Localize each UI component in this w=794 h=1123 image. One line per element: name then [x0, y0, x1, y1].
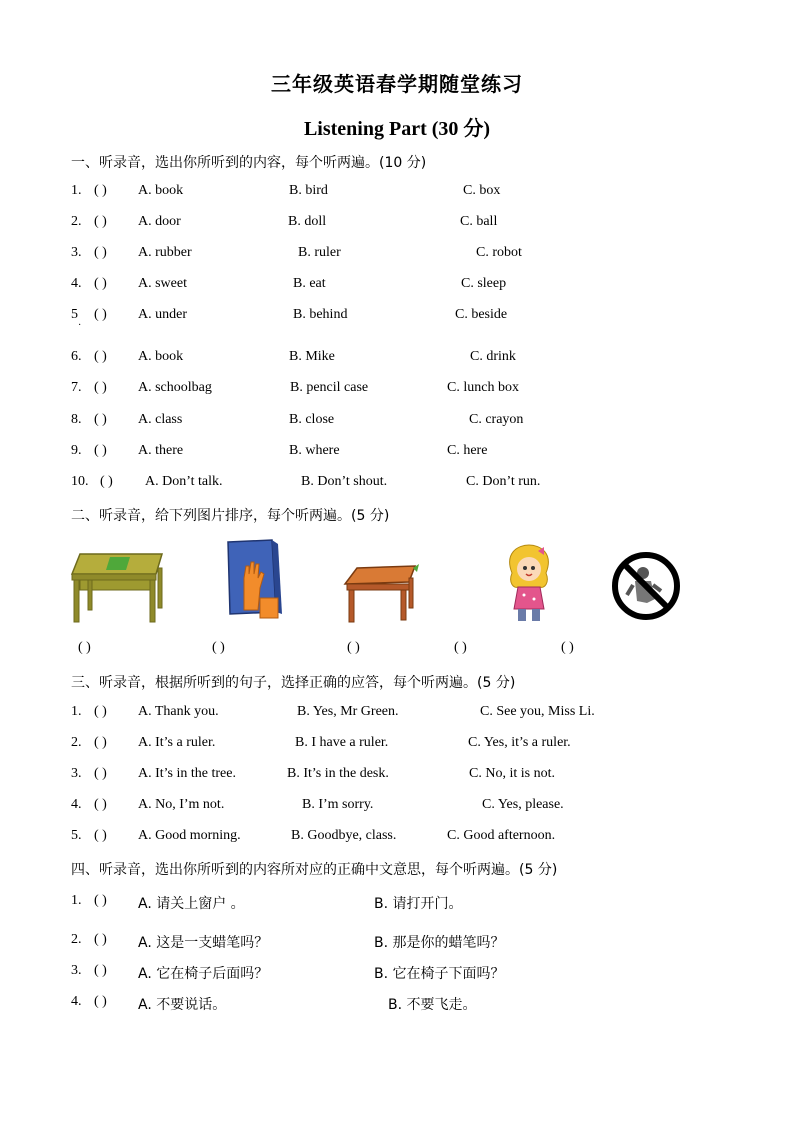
option-a: A. 这是一支蜡笔吗？ — [138, 935, 269, 951]
option-c: C. beside — [455, 307, 508, 322]
option-c: C. crayon — [469, 412, 524, 427]
option-b: B. Mike — [289, 349, 335, 364]
part3-row — [0, 828, 794, 848]
option-c: C. sleep — [461, 276, 507, 291]
option-a: A. It’s a ruler. — [138, 735, 216, 750]
question-number: 1. — [71, 893, 82, 908]
part1-row — [0, 183, 794, 203]
answer-blank[interactable]: ( ) — [94, 307, 107, 322]
option-b: B. eat — [293, 276, 326, 291]
option-c: C. Good afternoon. — [447, 828, 556, 843]
question-number: 9. — [71, 443, 82, 458]
option-c: C. box — [463, 183, 501, 198]
part1-row — [0, 276, 794, 296]
option-a: A. Good morning. — [138, 828, 241, 843]
part3-row — [0, 766, 794, 786]
option-a: A. door — [138, 214, 181, 229]
part1-row — [0, 474, 794, 494]
picture-answer-blank[interactable]: ( ) — [561, 640, 574, 655]
question-number: 3. — [71, 963, 82, 978]
option-b: B. where — [289, 443, 340, 458]
part3-row — [0, 797, 794, 817]
part1-row — [0, 307, 794, 327]
option-a: A. No, I’m not. — [138, 797, 225, 812]
answer-blank[interactable]: ( ) — [100, 474, 113, 489]
option-a: A. Don’t talk. — [145, 474, 223, 489]
option-a: A. class — [138, 412, 183, 427]
part4-row — [0, 994, 794, 1014]
answer-blank[interactable]: ( ) — [94, 766, 107, 781]
section-4-heading: 四、听录音，选出你所听到的内容所对应的正确中文意思，每个听两遍。(5 分) — [71, 862, 558, 878]
question-number: 8. — [71, 412, 82, 427]
question-number: 4. — [71, 797, 82, 812]
question-number: 4. — [71, 276, 82, 291]
section-1-heading: 一、听录音，选出你所听到的内容，每个听两遍。(10 分) — [71, 155, 427, 171]
option-a: A. under — [138, 307, 187, 322]
answer-blank[interactable]: ( ) — [94, 245, 107, 260]
option-a: A. there — [138, 443, 184, 458]
part1-row — [0, 412, 794, 432]
question-number: 2. — [71, 214, 82, 229]
option-c: C. Yes, it’s a ruler. — [468, 735, 571, 750]
question-number: 2. — [71, 932, 82, 947]
option-c: C. No, it is not. — [469, 766, 555, 781]
question-number: 3. — [71, 766, 82, 781]
option-b: B. close — [289, 412, 335, 427]
option-c: C. drink — [470, 349, 516, 364]
question-number: 5 — [71, 307, 78, 322]
option-a: A. book — [138, 183, 184, 198]
option-b: B. I’m sorry. — [302, 797, 374, 812]
answer-blank[interactable]: ( ) — [94, 932, 107, 947]
question-number: 6. — [71, 349, 82, 364]
option-a: A. It’s in the tree. — [138, 766, 236, 781]
answer-blank[interactable]: ( ) — [94, 963, 107, 978]
page-title: 三年级英语春学期随堂练习 — [271, 72, 523, 96]
option-c: C. See you, Miss Li. — [480, 704, 595, 719]
option-b: B. I have a ruler. — [295, 735, 389, 750]
question-number: 2. — [71, 735, 82, 750]
part1-row — [0, 380, 794, 400]
option-b: B. 不要飞走。 — [388, 997, 477, 1013]
answer-blank[interactable]: ( ) — [94, 704, 107, 719]
part1-row — [0, 245, 794, 265]
option-b: B. 它在椅子下面吗？ — [374, 966, 505, 982]
option-a: A. rubber — [138, 245, 192, 260]
option-b: B. Goodbye, class. — [291, 828, 397, 843]
question-number: 7. — [71, 380, 82, 395]
option-a: A. 它在椅子后面吗？ — [138, 966, 269, 982]
option-c: C. lunch box — [447, 380, 519, 395]
part1-row — [0, 443, 794, 463]
option-b: B. doll — [288, 214, 327, 229]
answer-blank[interactable]: ( ) — [94, 443, 107, 458]
answer-blank[interactable]: ( ) — [94, 214, 107, 229]
option-a: A. book — [138, 349, 184, 364]
part4-row — [0, 893, 794, 913]
option-a: A. sweet — [138, 276, 187, 291]
picture-answer-blank[interactable]: ( ) — [454, 640, 467, 655]
answer-blank[interactable]: ( ) — [94, 828, 107, 843]
option-a: A. schoolbag — [138, 380, 212, 395]
question-number: 5. — [71, 828, 82, 843]
option-a: A. 不要说话。 — [138, 997, 227, 1013]
answer-blank[interactable]: ( ) — [94, 893, 107, 908]
option-b: B. pencil case — [290, 380, 369, 395]
question-number: 3. — [71, 245, 82, 260]
option-b: B. Don’t shout. — [301, 474, 388, 489]
question-number: 1. — [71, 183, 82, 198]
option-b: B. It’s in the desk. — [287, 766, 389, 781]
option-b: B. ruler — [298, 245, 341, 260]
answer-blank[interactable]: ( ) — [94, 380, 107, 395]
option-c: C. here — [447, 443, 488, 458]
answer-blank[interactable]: ( ) — [94, 183, 107, 198]
option-b: B. 那是你的蜡笔吗？ — [374, 935, 505, 951]
section-3-heading: 三、听录音，根据所听到的句子，选择正确的应答，每个听两遍。(5 分) — [71, 675, 516, 691]
answer-blank[interactable]: ( ) — [94, 412, 107, 427]
option-b: B. 请打开门。 — [374, 896, 463, 912]
picture-answer-blank[interactable]: ( ) — [347, 640, 360, 655]
doll-picture — [504, 543, 554, 623]
hand-on-book-picture — [222, 538, 286, 622]
option-b: B. bird — [289, 183, 328, 198]
part3-row — [0, 704, 794, 724]
picture-answer-blank[interactable]: ( ) — [212, 640, 225, 655]
option-a: A. Thank you. — [138, 704, 219, 719]
stray-dot: · — [78, 320, 82, 331]
part3-row — [0, 735, 794, 755]
answer-blank[interactable]: ( ) — [94, 994, 107, 1009]
option-c: C. ball — [460, 214, 498, 229]
part4-row — [0, 963, 794, 983]
option-b: B. behind — [293, 307, 348, 322]
option-a: A. 请关上窗户 。 — [138, 896, 245, 912]
page-subtitle: Listening Part (30 分) — [303, 118, 491, 140]
answer-blank[interactable]: ( ) — [94, 349, 107, 364]
part4-row — [0, 932, 794, 952]
part1-row — [0, 349, 794, 369]
question-number: 10. — [71, 474, 89, 489]
answer-blank[interactable]: ( ) — [94, 735, 107, 750]
answer-blank[interactable]: ( ) — [94, 797, 107, 812]
question-number: 1. — [71, 704, 82, 719]
option-c: C. robot — [476, 245, 522, 260]
no-running-sign-picture — [611, 551, 681, 621]
desk-picture — [70, 548, 166, 624]
part1-row — [0, 214, 794, 234]
option-c: C. Yes, please. — [482, 797, 564, 812]
answer-blank[interactable]: ( ) — [94, 276, 107, 291]
option-c: C. Don’t run. — [466, 474, 541, 489]
option-b: B. Yes, Mr Green. — [297, 704, 399, 719]
section-2-heading: 二、听录音，给下列图片排序，每个听两遍。(5 分) — [71, 508, 390, 524]
picture-answer-blank[interactable]: ( ) — [78, 640, 91, 655]
question-number: 4. — [71, 994, 82, 1009]
chair-picture — [343, 562, 423, 624]
